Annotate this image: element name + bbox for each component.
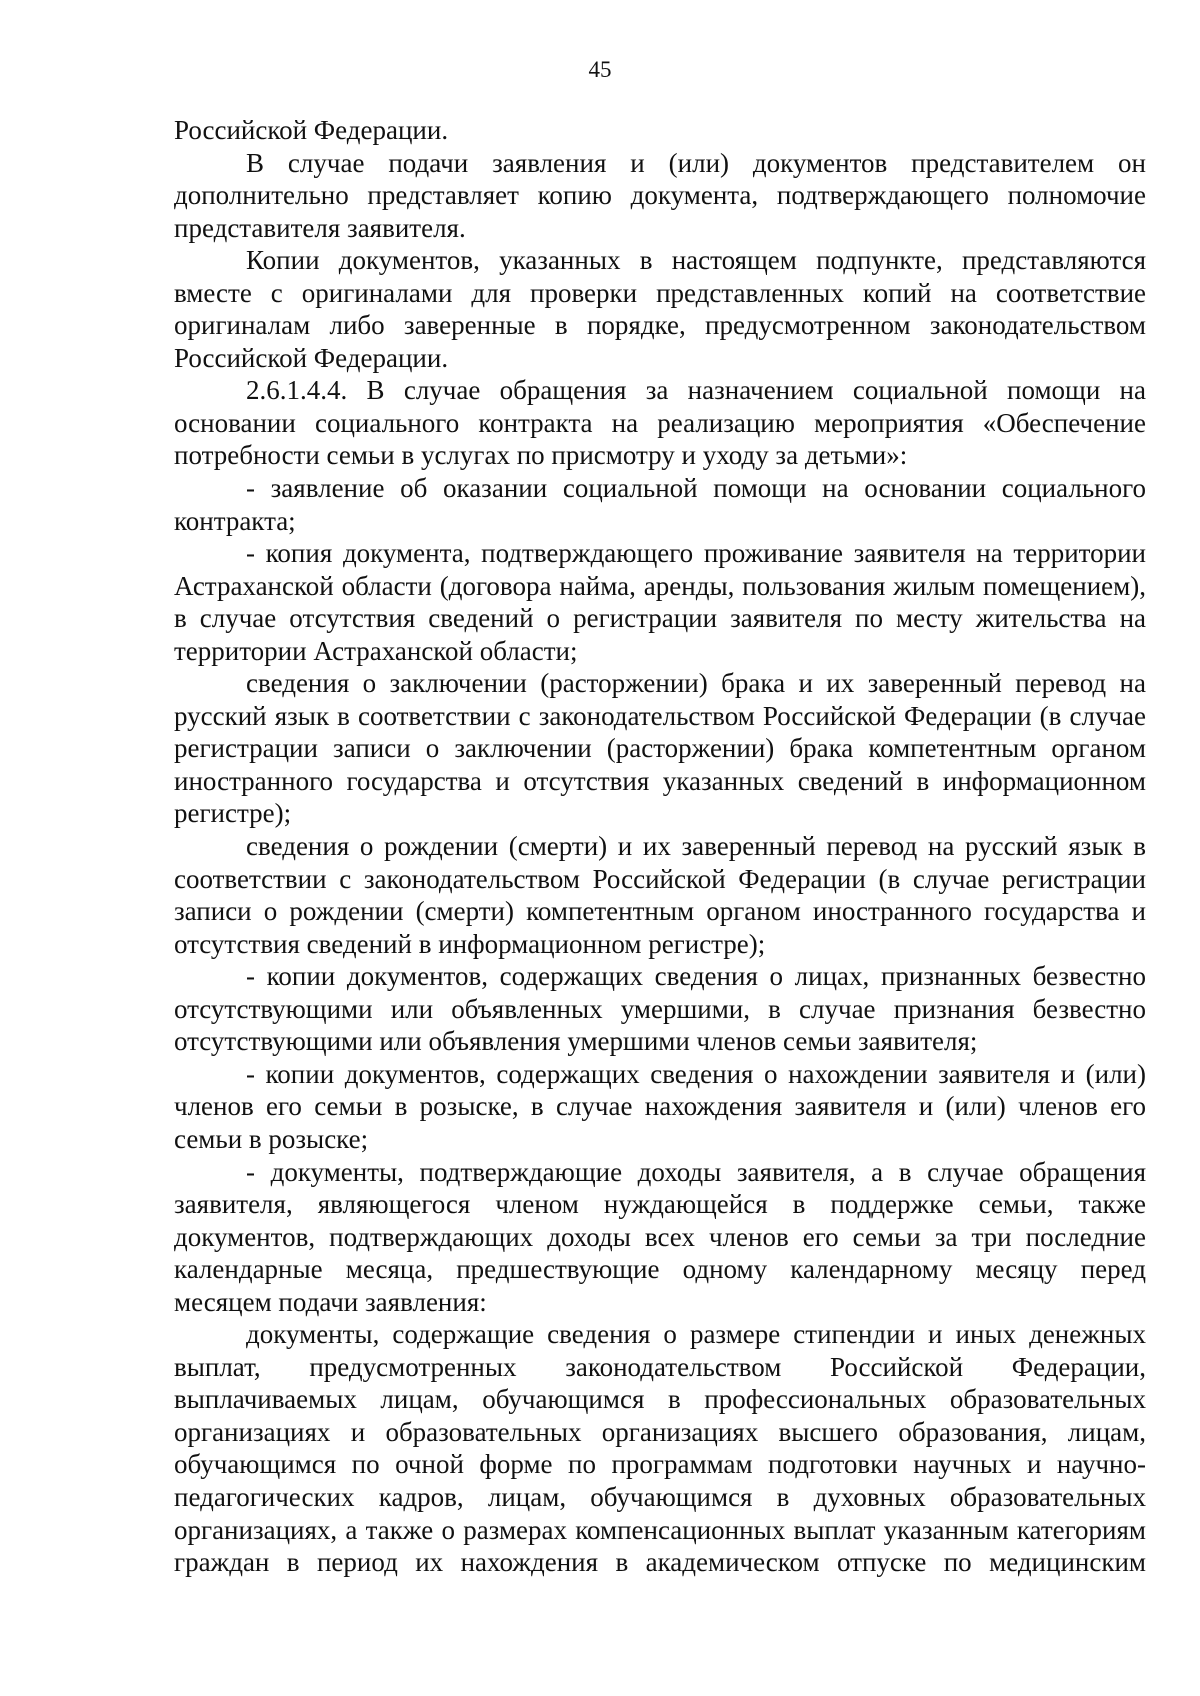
paragraph: документы, содержащие сведения о размере стипендии и иных денежных выплат, предусмотренных законодательством Российской Федерации, выплачиваемых лицам, обучающимся в профессиональных образовательных организациях и образовательных организациях высшего образования, лицам, обучающимся по очной форме по программам подготовки научных и научно-педагогических кадров, лицам, обучающимся в духовных образовательных организациях, а также о размерах компенсационных выплат указанным категориям граждан в период их нахождения в академическом отпуске по медицинским: [174, 1319, 1146, 1578]
paragraph: - копии документов, содержащих сведения о нахождении заявителя и (или) членов его семьи в розыске, в случае нахождения заявителя и (или) членов его семьи в розыске;: [174, 1058, 1146, 1154]
paragraph: сведения о заключении (расторжении) брака и их заверенный перевод на русский язык в соответствии с законодательством Российской Федерации (в случае регистрации записи о заключении (расторжении) брака компетентным органом иностранного государства и отсутствия указанных сведений в информационном регистре);: [174, 668, 1146, 829]
paragraph: сведения о рождении (смерти) и их заверенный перевод на русский язык в соответствии с законодательством Российской Федерации (в случае регистрации записи о рождении (смерти) компетентным органом иностранного государства и отсутствия сведений в информационном регистре);: [174, 831, 1146, 959]
document-body: [174, 114, 1146, 1579]
page-number: 45: [588, 57, 612, 82]
paragraph: - заявление об оказании социальной помощи на основании социального контракта;: [174, 473, 1146, 536]
paragraph: - документы, подтверждающие доходы заявителя, а в случае обращения заявителя, являющегося членом нуждающейся в поддержке семьи, также документов, подтверждающих доходы всех членов его семьи за три последние календарные месяца, предшествующие одному календарному месяцу перед месяцем подачи заявления:: [174, 1156, 1146, 1317]
paragraph: - копия документа, подтверждающего проживание заявителя на территории Астраханской области (договора найма, аренды, пользования жилым помещением), в случае отсутствия сведений о регистрации заявителя по месту жительства на территории Астраханской области;: [174, 538, 1146, 666]
paragraph: - копии документов, содержащих сведения о лицах, признанных безвестно отсутствующими или объявленных умершими, в случае признания безвестно отсутствующими или объявления умершими членов семьи заявителя;: [174, 961, 1146, 1057]
paragraph: Копии документов, указанных в настоящем подпункте, представляются вместе с оригиналами для проверки представленных копий на соответствие оригиналам либо заверенные в порядке, предусмотренном законодательством Российской Федерации.: [174, 245, 1146, 373]
paragraph: В случае подачи заявления и (или) документов представителем он дополнительно представляет копию документа, подтверждающего полномочие представителя заявителя.: [174, 147, 1146, 243]
paragraph: 2.6.1.4.4. В случае обращения за назначением социальной помощи на основании социального контракта на реализацию мероприятия «Обеспечение потребности семьи в услугах по присмотру и уходу за детьми»:: [174, 375, 1146, 471]
paragraph: Российской Федерации.: [174, 115, 449, 145]
